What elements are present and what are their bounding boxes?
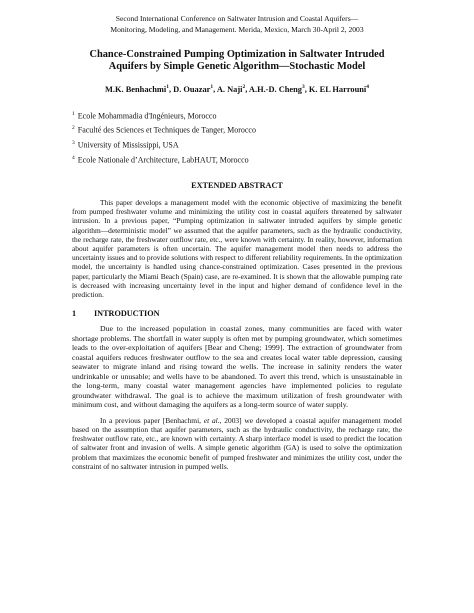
conference-line-2: Monitoring, Modeling, and Management. Merida, Mexico, March 30-April 2, 2003 [110, 24, 364, 34]
paper-title [72, 49, 402, 74]
abstract-heading: EXTENDED ABSTRACT [191, 181, 283, 191]
section-title: INTRODUCTION [94, 309, 160, 319]
abstract-body: This paper develops a management model with the economic objective of maximizing the benefit from pumped freshwater volume and minimizing the utility cost in coastal aquifers threatened by saltwater intrusion. In a previous paper, “Pumping optimization in saltwater intruded aquifers by simple genetic algorithm—deterministic model” we assumed that the aquifer parameters, such as the hydraulic conductivity, the recharge rate, the freshwater outflow rate, etc., were known with certainty. In reality, however, information about aquifer parameters is often uncertain. The aquifer management model then needs to address the uncertainty issues and to provide solutions with respect to different reliability requirements. In the optimization model, the uncertainty is handled using chance-constrained optimization. Cases presented in the previous paper, particularly the Miami Beach (Spain) case, are re-examined. It is shown that the allowable pumping rate is decreased with increasing uncertainty level in the input and higher demand of confidence level in the prediction. [72, 198, 402, 300]
intro-paragraph-2: In a previous paper [Benhachmi, et al., 2003] we developed a coastal aquifer management model based on the assumption that aquifer parameters, such as the hydraulic conductivity, the recharge rate, the freshwater outflow rate, etc., are known with certainty. A sharp interface model is used to predict the location of saltwater front and invasion of wells. A simple genetic algorithm (GA) is used to solve the optimization problem that maximizes the economic benefit of pumped freshwater and minimizes the utility cost, under the constraint of no saltwater intrusion in pumped wells. [72, 415, 402, 471]
author: M.K. Benhachmi$^1$, [105, 83, 174, 94]
affiliation: $^2$ Faculté des Sciences et Techniques de Tanger, Morocco [72, 125, 256, 136]
title-line-1: Chance-Constrained Pumping Optimization in Saltwater Intruded [89, 49, 385, 60]
intro-paragraph-1: Due to the increased population in coastal zones, many communities are faced with water shortage problems. The shortfall in water supply is often met by pumping groundwater, which sometimes leads to the over-exploitation of aquifers [Bear and Cheng; 1999]. The extraction of groundwater from coastal aquifers reduces freshwater outflow to the sea and creates local water table depression, causing seawater to migrate inland and rising toward the wells. The increase in salinity renders the water undrinkable or unusable; and wells have to be abandoned. To avert this trend, which is unsustainable in the long-term, many coastal water management agencies have implemented policies to regulate groundwater withdrawal. The goal is to achieve the maximum utilization of fresh groundwater with minimum cost, and without damaging the aquifers as a long-term source of water supply. [72, 324, 402, 410]
conference-header [72, 0, 402, 35]
section-heading [72, 309, 402, 318]
affiliation: $^3$ University of Mississippi, USA [72, 140, 179, 150]
affiliation: $^1$ Ecole Mohammadia d'Ingénieurs, Morocco [72, 110, 217, 121]
section-number: 1 [72, 309, 77, 319]
title-line-2: Aquifers by Simple Genetic Algorithm—Stochastic Model [108, 61, 366, 73]
author-list [72, 84, 402, 94]
affiliation-list [72, 108, 402, 167]
author: A. Naji$^2$, [216, 83, 249, 94]
affiliation: $^4$ Ecole Nationale d’Architecture, LabHAUT, Morocco [72, 155, 249, 165]
author: K. EL Harrouni$^4$ [308, 83, 369, 94]
author: D. Ouazar$^1$, [173, 83, 217, 94]
conference-line-1: Second International Conference on Saltwater Intrusion and Coastal Aquifers— [115, 14, 359, 23]
author: A.H.-D. Cheng$^3$, [248, 83, 309, 94]
